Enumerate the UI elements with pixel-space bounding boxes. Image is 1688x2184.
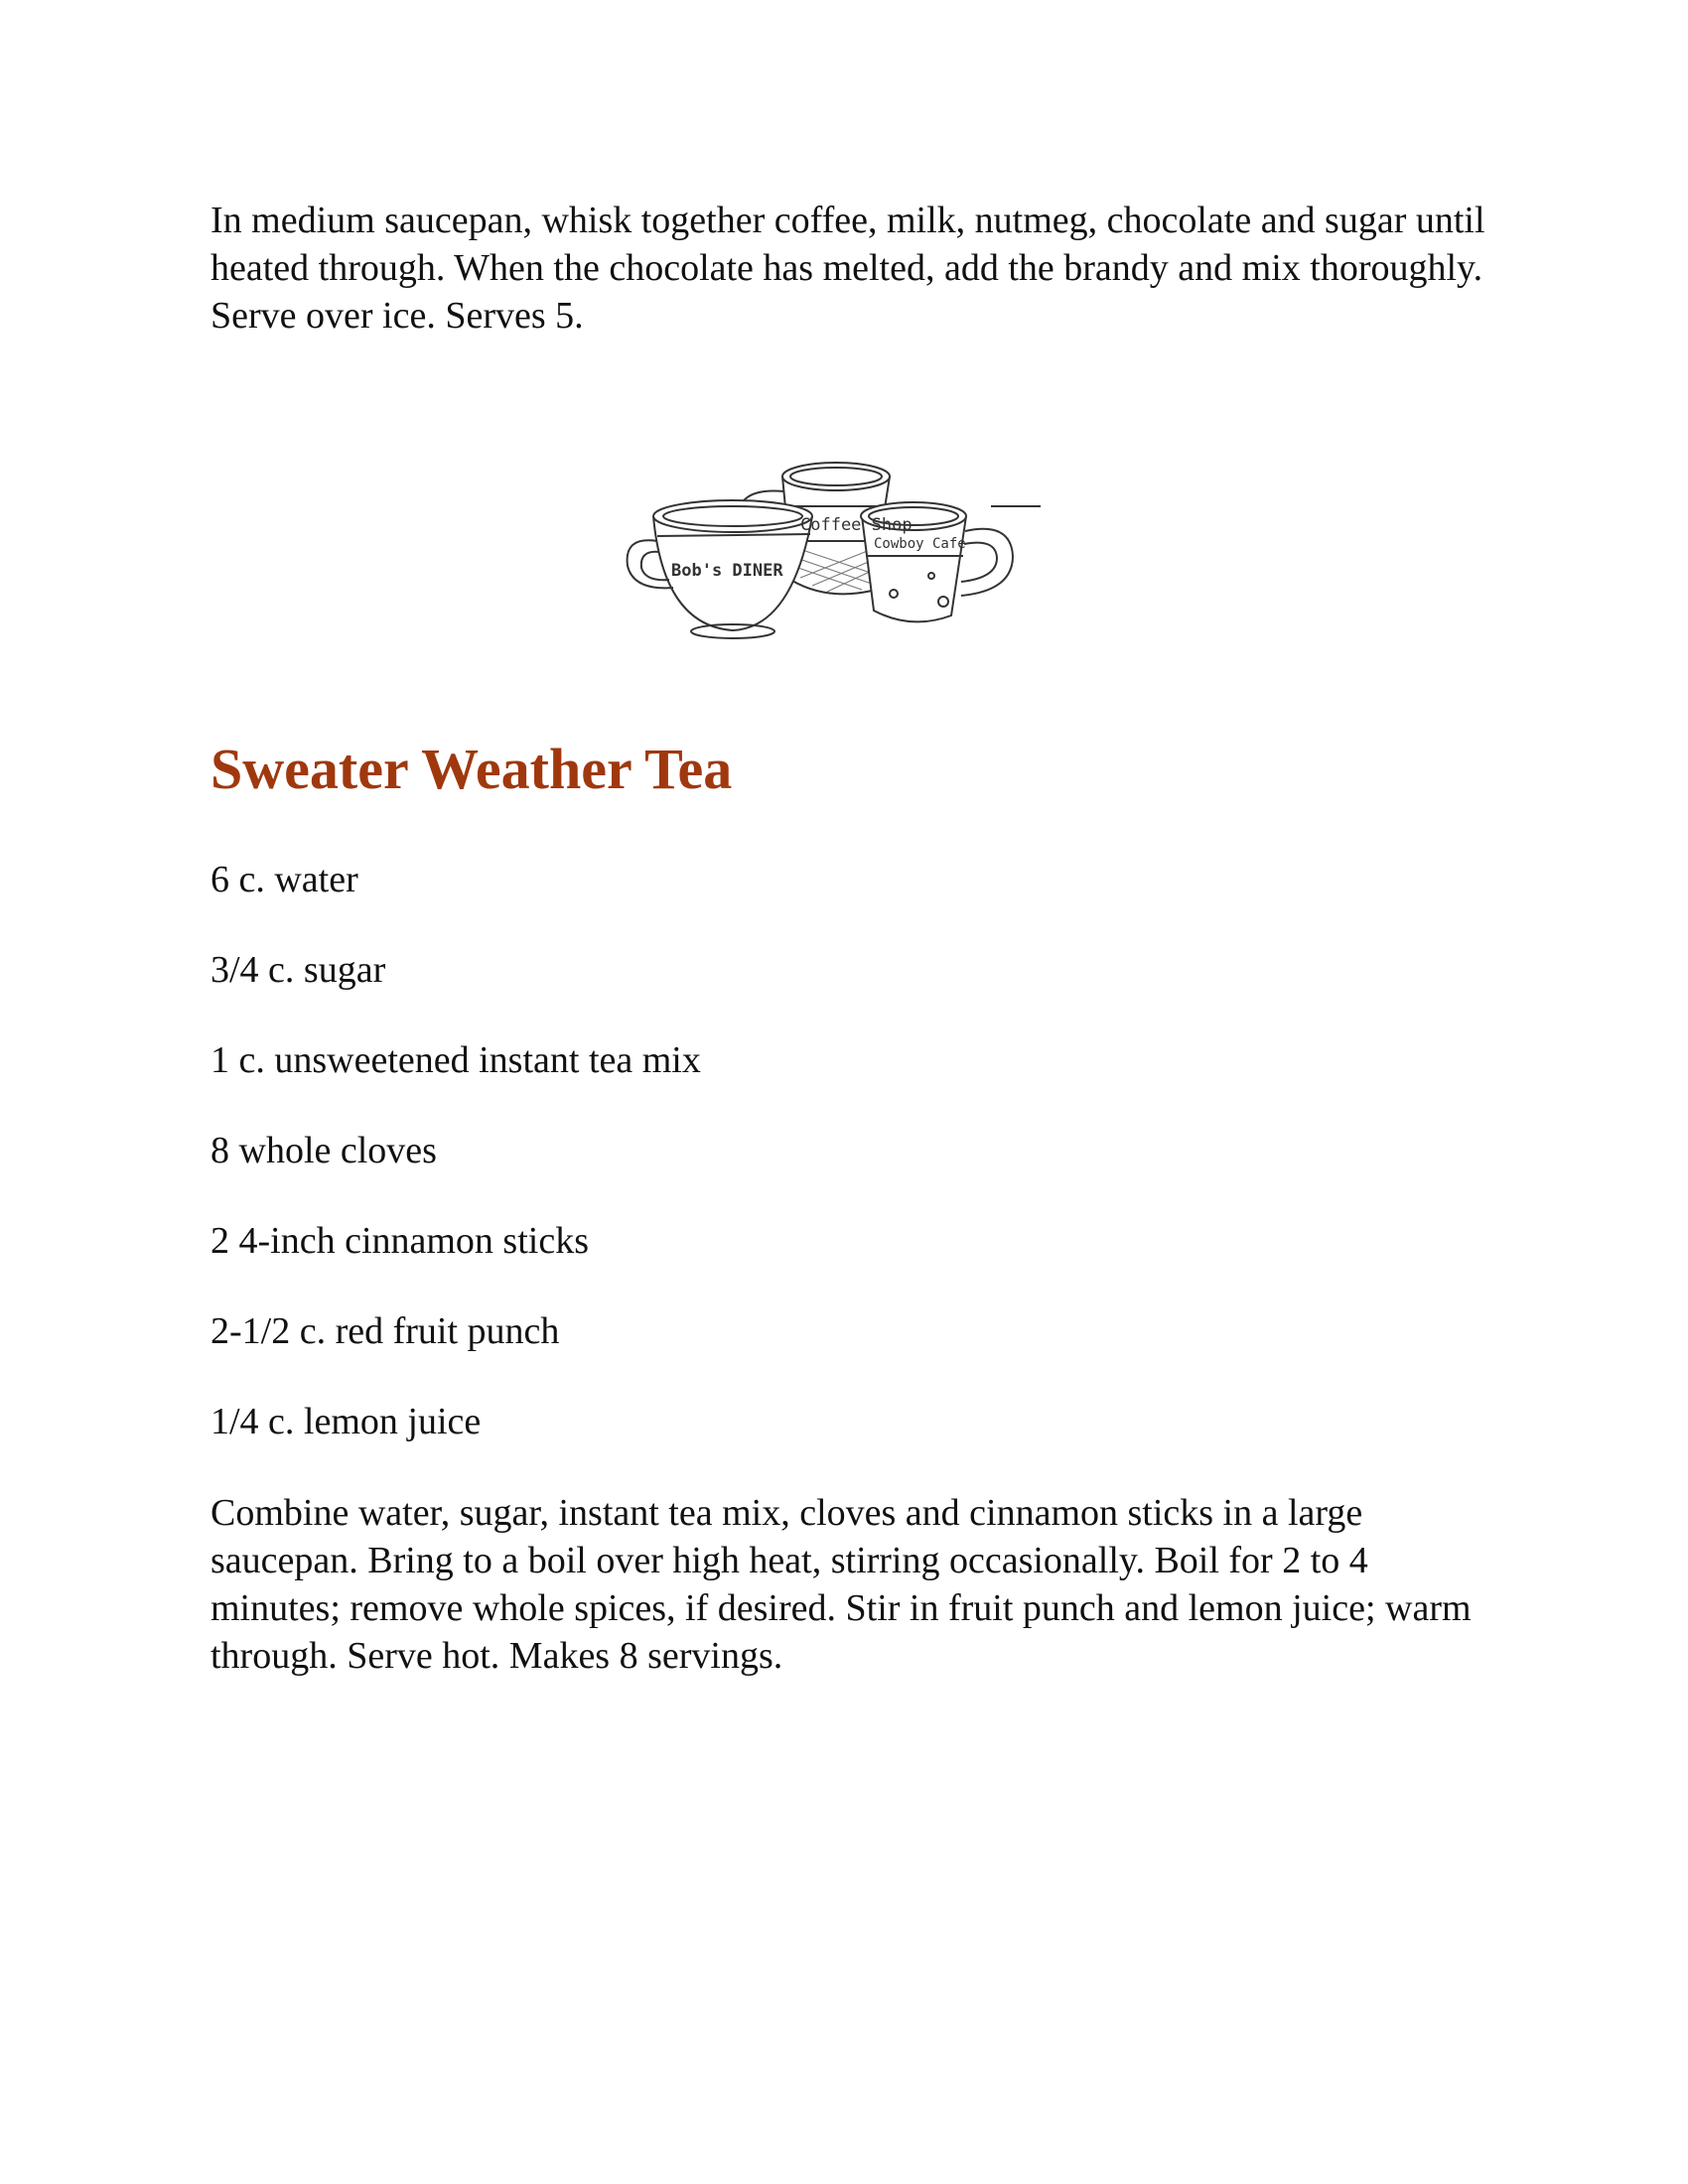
previous-recipe-method: In medium saucepan, whisk together coffee, milk, nutmeg, chocolate and sugar until heated through. When the chocolate has melted, add the brandy and mix thoroughly. Serve over ice. Serves 5. (211, 200, 1485, 337)
ingredient-item: 6 c. water (211, 859, 358, 900)
ingredient-item: 1 c. unsweetened instant tea mix (211, 1039, 701, 1081)
ingredient-item: 2 4-inch cinnamon sticks (211, 1220, 589, 1262)
ingredient-item: 1/4 c. lemon juice (211, 1401, 482, 1442)
mug-right-label: Cowboy Cafe (874, 536, 966, 552)
recipe-method: Combine water, sugar, instant tea mix, cloves and cinnamon sticks in a large saucepan. Bring to a boil over high heat, stirring occasionally. Boil for 2 to 4 minutes; remove whole spices, if desired. Stir in fruit punch and lemon juice; warm through. Serve hot. Makes 8 servings. (211, 1492, 1472, 1677)
mug-left-label: Bob's DINER (671, 561, 783, 581)
ingredient-item: 2-1/2 c. red fruit punch (211, 1310, 560, 1352)
coffee-cups-illustration (624, 407, 1070, 665)
ingredient-item: 8 whole cloves (211, 1130, 437, 1171)
ingredient-item: 3/4 c. sugar (211, 949, 386, 991)
mug-back-label: Coffee Shop (800, 515, 913, 535)
recipe-title: Sweater Weather Tea (211, 737, 733, 801)
